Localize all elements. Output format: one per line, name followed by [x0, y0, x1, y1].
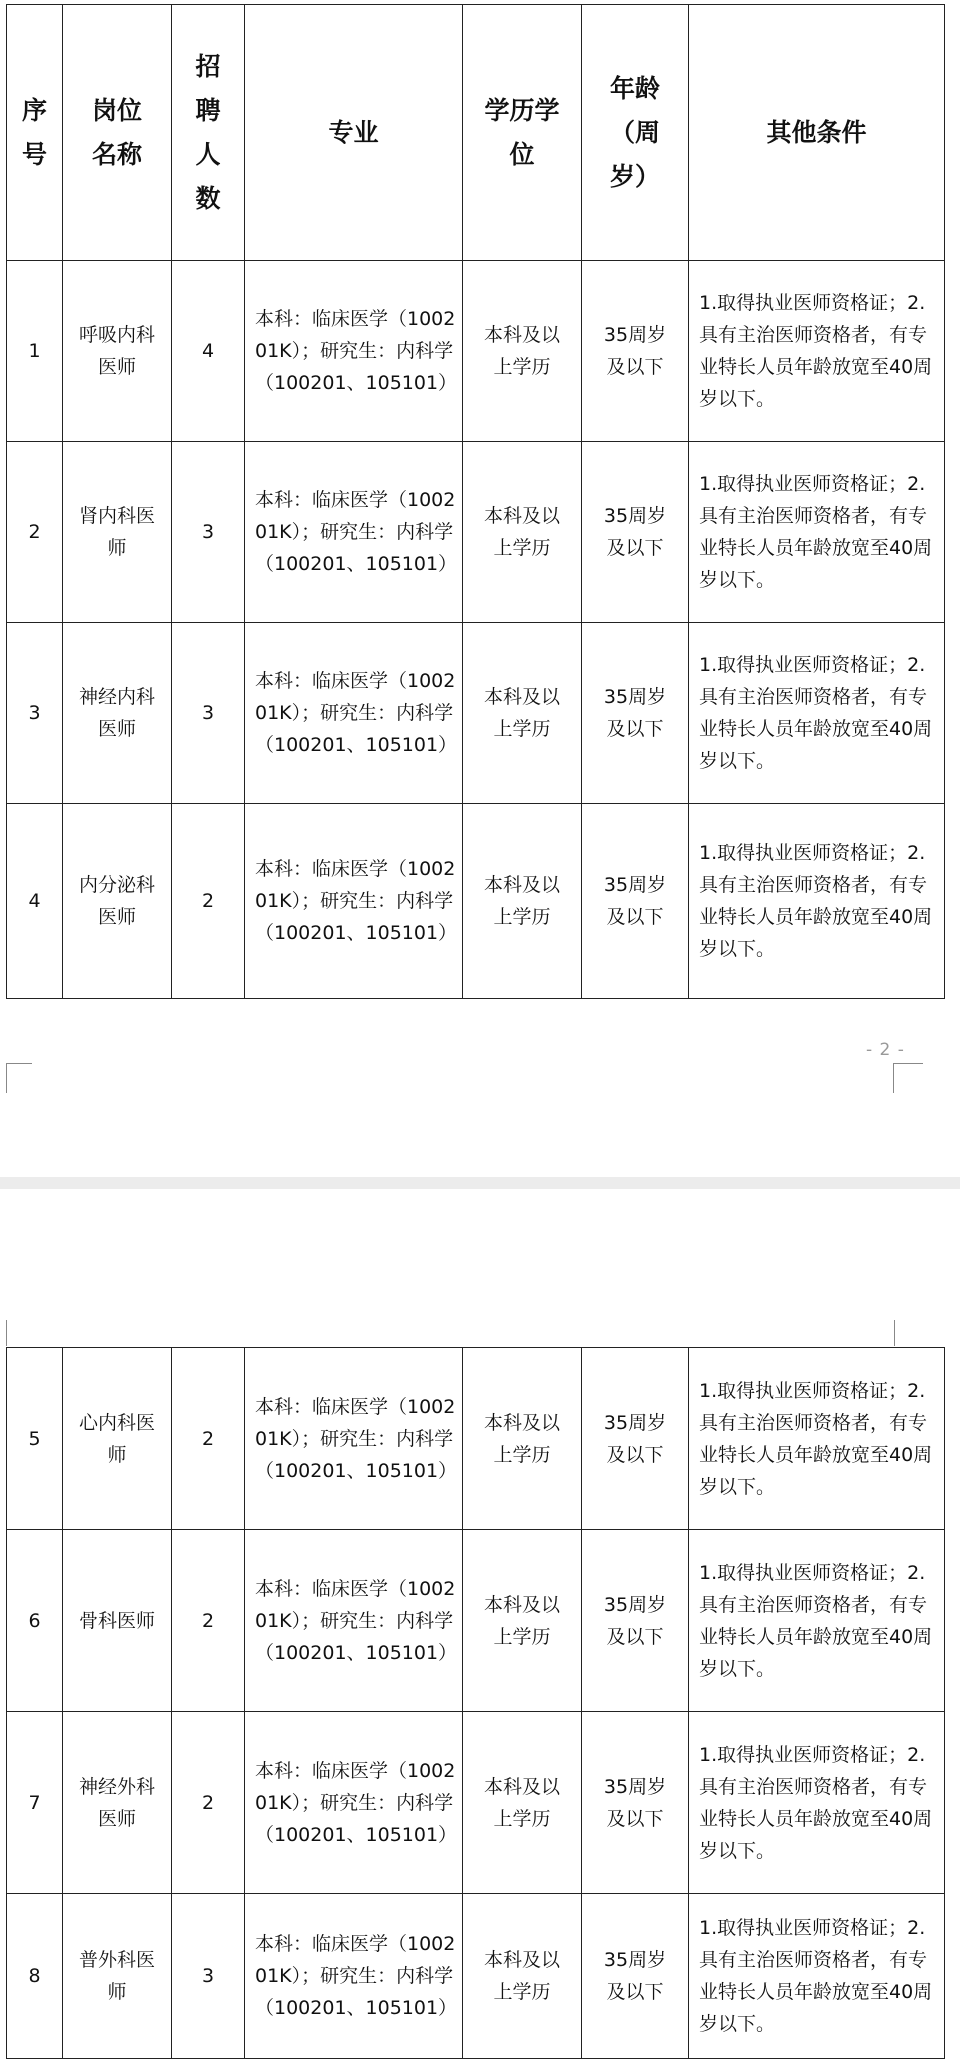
recruitment-table-page-1 [6, 4, 945, 999]
cell-seq: 4 [7, 804, 63, 999]
cell-other: 1.取得执业医师资格证；2.具有主治医师资格者，有专业特长人员年龄放宽至40周岁以下。 [689, 1348, 945, 1530]
cell-other: 1.取得执业医师资格证；2.具有主治医师资格者，有专业特长人员年龄放宽至40周岁以下。 [689, 623, 945, 804]
recruitment-table-page-2 [6, 1347, 945, 2059]
table-row [7, 1348, 945, 1530]
header-major: 专业 [245, 5, 463, 261]
cell-edu: 本科及以上学历 [463, 1894, 582, 2059]
crop-mark [6, 1063, 7, 1093]
header-age: 年龄（周岁） [582, 5, 689, 261]
cell-other: 1.取得执业医师资格证；2.具有主治医师资格者，有专业特长人员年龄放宽至40周岁以下。 [689, 1530, 945, 1712]
crop-mark [6, 1063, 32, 1064]
cell-post: 神经外科医师 [63, 1712, 172, 1894]
crop-mark [894, 1320, 895, 1346]
table-row [7, 442, 945, 623]
cell-age: 35周岁及以下 [582, 623, 689, 804]
cell-age: 35周岁及以下 [582, 442, 689, 623]
cell-count: 2 [172, 1712, 245, 1894]
table-row [7, 1530, 945, 1712]
cell-post: 内分泌科医师 [63, 804, 172, 999]
cell-post: 心内科医师 [63, 1348, 172, 1530]
cell-count: 3 [172, 623, 245, 804]
cell-age: 35周岁及以下 [582, 1712, 689, 1894]
cell-post: 呼吸内科医师 [63, 261, 172, 442]
cell-count: 2 [172, 1530, 245, 1712]
table-row [7, 623, 945, 804]
cell-seq: 1 [7, 261, 63, 442]
header-other: 其他条件 [689, 5, 945, 261]
table-header-row [7, 5, 945, 261]
page-number: - 2 - [866, 1040, 905, 1060]
cell-major: 本科：临床医学（100201K）；研究生：内科学（100201、105101） [245, 1348, 463, 1530]
cell-edu: 本科及以上学历 [463, 442, 582, 623]
crop-mark [893, 1063, 894, 1093]
cell-seq: 2 [7, 442, 63, 623]
cell-edu: 本科及以上学历 [463, 623, 582, 804]
cell-count: 2 [172, 804, 245, 999]
cell-edu: 本科及以上学历 [463, 1348, 582, 1530]
cell-major: 本科：临床医学（100201K）；研究生：内科学（100201、105101） [245, 623, 463, 804]
cell-count: 3 [172, 1894, 245, 2059]
cell-major: 本科：临床医学（100201K）；研究生：内科学（100201、105101） [245, 1894, 463, 2059]
header-post: 岗位名称 [63, 5, 172, 261]
cell-other: 1.取得执业医师资格证；2.具有主治医师资格者，有专业特长人员年龄放宽至40周岁以下。 [689, 261, 945, 442]
cell-post: 骨科医师 [63, 1530, 172, 1712]
cell-post: 普外科医师 [63, 1894, 172, 2059]
header-count: 招聘人数 [172, 5, 245, 261]
cell-seq: 5 [7, 1348, 63, 1530]
cell-major: 本科：临床医学（100201K）；研究生：内科学（100201、105101） [245, 261, 463, 442]
table-row [7, 1894, 945, 2059]
cell-seq: 3 [7, 623, 63, 804]
cell-seq: 8 [7, 1894, 63, 2059]
cell-seq: 7 [7, 1712, 63, 1894]
cell-edu: 本科及以上学历 [463, 1712, 582, 1894]
cell-age: 35周岁及以下 [582, 1348, 689, 1530]
table-row [7, 804, 945, 999]
cell-edu: 本科及以上学历 [463, 261, 582, 442]
cell-other: 1.取得执业医师资格证；2.具有主治医师资格者，有专业特长人员年龄放宽至40周岁以下。 [689, 442, 945, 623]
cell-other: 1.取得执业医师资格证；2.具有主治医师资格者，有专业特长人员年龄放宽至40周岁以下。 [689, 804, 945, 999]
crop-mark [893, 1063, 923, 1064]
cell-edu: 本科及以上学历 [463, 1530, 582, 1712]
cell-other: 1.取得执业医师资格证；2.具有主治医师资格者，有专业特长人员年龄放宽至40周岁以下。 [689, 1712, 945, 1894]
header-seq: 序号 [7, 5, 63, 261]
cell-post: 神经内科医师 [63, 623, 172, 804]
cell-age: 35周岁及以下 [582, 804, 689, 999]
cell-count: 4 [172, 261, 245, 442]
cell-major: 本科：临床医学（100201K）；研究生：内科学（100201、105101） [245, 442, 463, 623]
cell-edu: 本科及以上学历 [463, 804, 582, 999]
cell-age: 35周岁及以下 [582, 1894, 689, 2059]
crop-mark [6, 1320, 7, 1346]
cell-post: 肾内科医师 [63, 442, 172, 623]
cell-major: 本科：临床医学（100201K）；研究生：内科学（100201、105101） [245, 804, 463, 999]
cell-age: 35周岁及以下 [582, 1530, 689, 1712]
cell-count: 3 [172, 442, 245, 623]
cell-major: 本科：临床医学（100201K）；研究生：内科学（100201、105101） [245, 1712, 463, 1894]
table-row [7, 261, 945, 442]
cell-seq: 6 [7, 1530, 63, 1712]
table-row [7, 1712, 945, 1894]
cell-count: 2 [172, 1348, 245, 1530]
page-separator [0, 1177, 960, 1189]
cell-major: 本科：临床医学（100201K）；研究生：内科学（100201、105101） [245, 1530, 463, 1712]
header-edu: 学历学位 [463, 5, 582, 261]
cell-other: 1.取得执业医师资格证；2.具有主治医师资格者，有专业特长人员年龄放宽至40周岁以下。 [689, 1894, 945, 2059]
cell-age: 35周岁及以下 [582, 261, 689, 442]
